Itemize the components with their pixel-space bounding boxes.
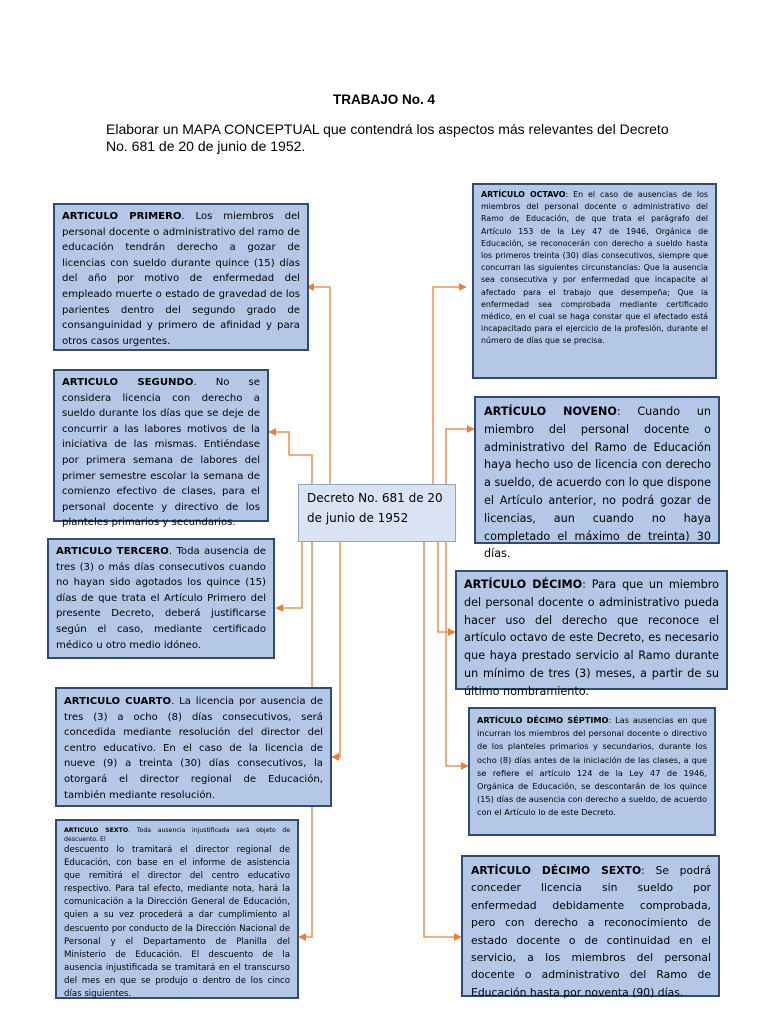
article-text: Las ausencias en que incurran los miembros del personal docente o directivo de los planteles primarios y secundarios, durante los ocho (8) días antes de la iniciación de las clases, a que se refiere el artículo 124 de la Ley 47 de 1946, Orgánica de Educación, se descontarán de los quince (15) días de ausencia con derecho a sueldo, de acuerdo con el Artículo lo de este Decreto. xyxy=(477,715,707,818)
article-heading: ARTICULO PRIMERO xyxy=(62,211,182,222)
article-box-tercero: ARTICULO TERCERO. Toda ausencia de tres (3) o más días consecutivos cuando no hayan sido agotados los quince (15) días de que trata el Artículo Primero del presente Decreto, deberá justificarse según el caso, mediante certificado médico u otro medio idóneo. xyxy=(47,538,275,659)
connector-articulo-tercero xyxy=(276,542,302,608)
article-heading: ARTÍCULO OCTAVO xyxy=(481,190,566,199)
article-text: Toda ausencia de tres (3) o más días consecutivos cuando no hayan sido agotados los quince (15) días de que trata el Artículo Primero del presente Decreto, deberá justificarse según el caso, mediante certificado médico u otro medio idóneo. xyxy=(56,546,266,651)
connector-articulo-segundo xyxy=(269,432,312,484)
article-heading: ARTICULO SEGUNDO xyxy=(62,377,194,388)
central-topic-node: Decreto No. 681 de 20 de junio de 1952 xyxy=(298,484,456,542)
connector-articulo-cuarto xyxy=(332,542,340,757)
article-text: Para que un miembro del personal docente o administrativo pueda hacer uso del derecho que reconoce el artículo octavo de este Decreto, es necesario que haya prestado servicio al Ramo durante un mínimo de tres (3) meses, a partir de su último nombramiento. xyxy=(464,578,719,698)
article-box-octavo: ARTÍCULO OCTAVO: En el caso de ausencias de los miembros del personal docente o administrativo del Ramo de Educación, de que trata el parágrafo del Artículo 153 de la Ley 47 de 1946, Orgánica de Educación, se reconocerán con derecho a sueldo hasta los primeros treinta (30) días consecutivos, siempre que concurran las siguientes circunstancias: Que la ausencia sea consecutiva y por enfermedad que incapacite al afectado para el trabajo que desempeña; Que la enfermedad sea comprobada mediante certificado médico, en el cual se haga constar que el afectado está incapacitado para el ejercicio de la profesión, durante el número de días que se precisa. xyxy=(472,183,717,379)
article-text: descuento lo tramitará el director regional de Educación, con base en el informe de asistencia que remitirá el director del centro educativo respectivo. Para tal efecto, mediante nota, hará la comunicación a la Dirección General de Educación, quien a su vez procederá a dar cumplimiento al descuento por conducto de la Dirección Nacional de Personal y el Departamento de Planilla del Ministerio de Educación. El descuento de la ausencia injustificada se tramitará en el transcurso del mes en que se produjo o dentro de los cinco días siguientes. xyxy=(64,845,290,1000)
article-box-decimo-sexto: ARTÍCULO DÉCIMO SEXTO: Se podrá conceder licencia sin sueldo por enfermedad debidamente comprobada, pero con derecho a reconocimiento de estado docente o de continuidad en el servicio, a los miembros del personal docente o administrativo del Ramo de Educación hasta por noventa (90) días. xyxy=(461,855,720,997)
article-heading: ARTÍCULO DÉCIMO SEXTO xyxy=(471,864,642,877)
page-title: TRABAJO No. 4 xyxy=(332,92,435,107)
article-heading: ARTÍCULO DÉCIMO xyxy=(464,578,583,591)
article-text-small: Toda ausencia injustificada será objeto de descuento. El xyxy=(64,827,291,843)
article-heading: ARTICULO SEXTO xyxy=(64,827,129,834)
connector-articulo-noveno xyxy=(446,429,474,484)
article-text: La licencia por ausencia de tres (3) a ocho (8) días consecutivos, será concedida mediante resolución del director del centro educativo. En el caso de la licencia de nueve (9) a treinta (30) días consecutivos, la otorgará el director regional de Educación, también mediante resolución. xyxy=(64,696,323,801)
article-text: En el caso de ausencias de los miembros del personal docente o administrativo del Ramo de Educación, de que trata el parágrafo del Artículo 153 de la Ley 47 de 1946, Orgánica de Educación, se reconocerán con derecho a sueldo hasta los primeros treinta (30) días consecutivos, siempre que concurran las siguientes circunstancias: Que la ausencia sea consecutiva y por enfermedad que incapacite al afectado para el trabajo que desempeña; Que la enfermedad sea comprobada mediante certificado médico, en el cual se haga constar que el afectado está incapacitado para el ejercicio de la profesión, durante el número de días que se precisa. xyxy=(481,190,709,346)
article-box-decimo: ARTÍCULO DÉCIMO: Para que un miembro del personal docente o administrativo pueda hacer uso del derecho que reconoce el artículo octavo de este Decreto, es necesario que haya prestado servicio al Ramo durante un mínimo de tres (3) meses, a partir de su último nombramiento. xyxy=(455,570,728,690)
article-text: Se podrá conceder licencia sin sueldo por enfermedad debidamente comprobada, pero con derecho a reconocimiento de estado docente o de continuidad en el servicio, a los miembros del personal docente o administrativo del Ramo de Educación hasta por noventa (90) días. xyxy=(471,864,712,999)
article-heading: ARTÍCULO NOVENO xyxy=(484,405,617,418)
connector-articulo-octavo xyxy=(433,287,466,484)
article-box-noveno: ARTÍCULO NOVENO: Cuando un miembro del personal docente o administrativo del Ramo de Educación haya hecho uso de licencia con derecho a sueldo, de acuerdo con lo que dispone el Artículo anterior, no podrá gozar de licencias, aun cuando no haya completado el máximo de treinta) 30 días. xyxy=(474,396,720,544)
article-heading: ARTÍCULO DÉCIMO SÉPTIMO xyxy=(477,715,609,725)
assignment-instructions: Elaborar un MAPA CONCEPTUAL que contendrá los aspectos más relevantes del Decreto No. 681 de 20 de junio de 1952. xyxy=(106,121,669,154)
article-box-decimo-septimo: ARTÍCULO DÉCIMO SÉPTIMO: Las ausencias en que incurran los miembros del personal docente o directivo de los planteles primarios y secundarios, durante los ocho (8) días antes de la iniciación de las clases, a que se refiere el artículo 124 de la Ley 47 de 1946, Orgánica de Educación, se descontarán de los quince (15) días de ausencia con derecho a sueldo, de acuerdo con el Artículo lo de este Decreto. xyxy=(468,707,716,836)
article-heading: ARTICULO TERCERO xyxy=(56,546,169,557)
article-box-cuarto: ARTICULO CUARTO. La licencia por ausencia de tres (3) a ocho (8) días consecutivos, será concedida mediante resolución del director del centro educativo. En el caso de la licencia de nueve (9) a treinta (30) días consecutivos, la otorgará el director regional de Educación, también mediante resolución. xyxy=(55,687,332,807)
article-heading: ARTICULO CUARTO xyxy=(64,696,172,707)
article-text: No se considera licencia con derecho a sueldo durante los días que se deje de concurrir a las labores motivos de la iniciativa de las mismas. Entiéndase por primera semana de labores del primer semestre escolar la semana de comienzo efectivo de clases, para el personal docente y directivo de los planteles primarios y secundarios. xyxy=(62,377,260,529)
article-box-segundo: ARTICULO SEGUNDO. No se considera licencia con derecho a sueldo durante los días que se deje de concurrir a las labores motivos de la iniciativa de las mismas. Entiéndase por primera semana de labores del primer semestre escolar la semana de comienzo efectivo de clases, para el personal docente y directivo de los planteles primarios y secundarios. xyxy=(53,369,269,522)
article-text: Cuando un miembro del personal docente o administrativo del Ramo de Educación haya hecho uso de licencia con derecho a sueldo, de acuerdo con lo que dispone el Artículo anterior, no podrá gozar de licencias, aun cuando no haya completado el máximo de treinta) 30 días. xyxy=(484,405,711,561)
article-text: Los miembros del personal docente o administrativo del ramo de educación tendrán derecho a gozar de licencias con sueldo durante quince (15) días del año por motivo de enfermedad del empleado muerte o estado de gravedad de los parientes dentro del segundo grado de consanguinidad y primero de afinidad y para otros casos urgentes. xyxy=(62,211,300,347)
article-box-sexto: ARTICULO SEXTO. Toda ausencia injustificada será objeto de descuento. El descuento lo tramitará el director regional de Educación, con base en el informe de asistencia que remitirá el director del centro educativo respectivo. Para tal efecto, mediante nota, hará la comunicación a la Dirección General de Educación, quien a su vez procederá a dar cumplimiento al descuento por conducto de la Dirección Nacional de Personal y el Departamento de Planilla del Ministerio de Educación. El descuento de la ausencia injustificada se tramitará en el transcurso del mes en que se produjo o dentro de los cinco días siguientes. xyxy=(55,819,299,999)
article-box-primero: ARTICULO PRIMERO. Los miembros del personal docente o administrativo del ramo de educación tendrán derecho a gozar de licencias con sueldo durante quince (15) días del año por motivo de enfermedad del empleado muerte o estado de gravedad de los parientes dentro del segundo grado de consanguinidad y primero de afinidad y para otros casos urgentes. xyxy=(53,203,309,351)
